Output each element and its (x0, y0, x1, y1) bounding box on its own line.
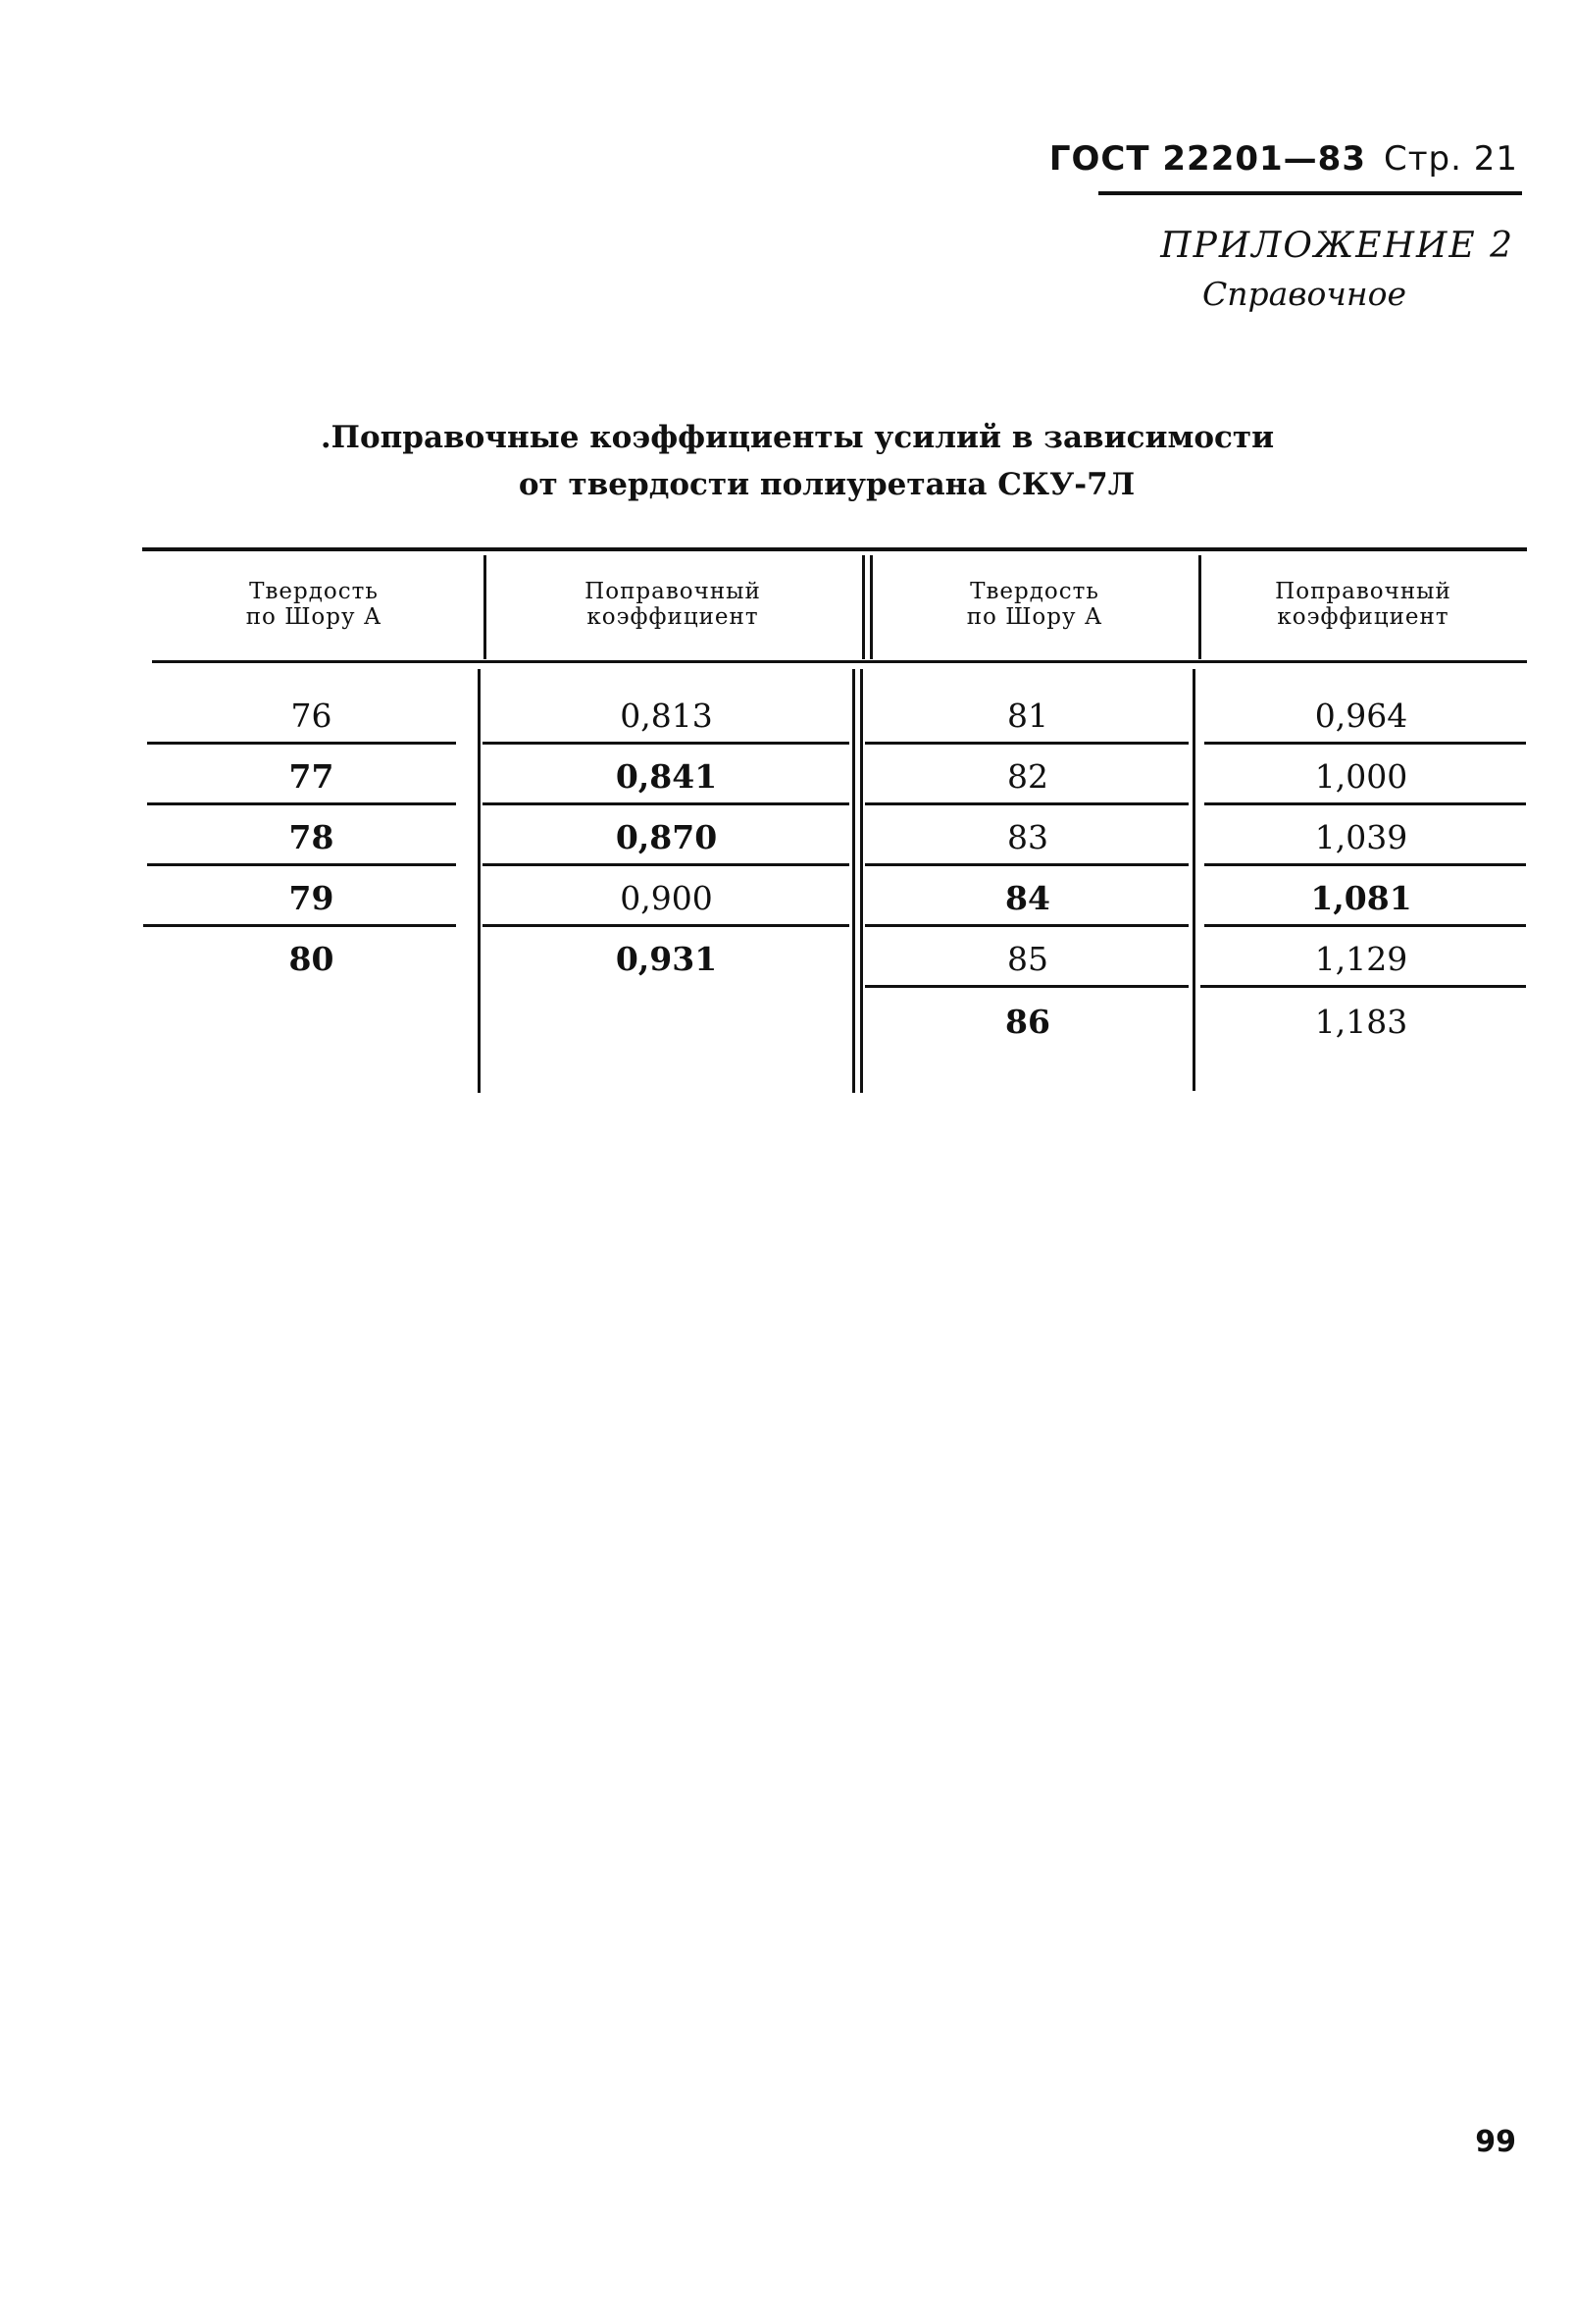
header-coefficient (486, 579, 859, 630)
hardness-cell: 80 (288, 940, 334, 978)
coefficient-cell: 0,964 (1314, 697, 1408, 735)
coefficient-cell: 0,900 (620, 879, 713, 917)
header-hardness (147, 579, 481, 630)
body-divider (1193, 669, 1195, 1091)
header-hardness-line-2: по Шору А (245, 604, 382, 630)
appendix-title: ПРИЛОЖЕНИЕ 2 (1160, 226, 1514, 266)
table-title-line-2: от твердости полиуретана СКУ-7Л (518, 467, 1136, 502)
appendix-subtitle: Справочное (1202, 275, 1407, 313)
body-double-divider-b (860, 669, 863, 1093)
row-rule (483, 802, 849, 805)
row-rule (865, 742, 1189, 745)
coefficient-cell: 0,931 (615, 940, 718, 978)
row-rule (147, 742, 456, 745)
row-rule (483, 863, 849, 866)
row-rule (1200, 985, 1526, 988)
hardness-cell: 77 (288, 757, 334, 796)
body-divider (478, 669, 481, 1093)
hardness-cell: 84 (1005, 879, 1050, 917)
row-rule (865, 924, 1189, 927)
page-label: Стр. 21 (1383, 139, 1518, 179)
row-rule (1204, 802, 1526, 805)
row-rule (1204, 742, 1526, 745)
header-coefficient-line-2: коэффициент (1277, 604, 1449, 630)
coefficient-cell: 0,841 (615, 757, 718, 796)
hardness-cell: 86 (1005, 1003, 1050, 1041)
coefficient-cell: 0,870 (615, 818, 718, 856)
row-rule (483, 924, 849, 927)
page-number: 99 (1475, 2125, 1516, 2159)
hardness-cell: 82 (1007, 757, 1048, 796)
hardness-cell: 83 (1007, 818, 1048, 856)
coefficient-cell: 1,183 (1314, 1003, 1408, 1041)
row-rule (865, 802, 1189, 805)
row-rule (147, 802, 456, 805)
header-coefficient-line-2: коэффициент (586, 604, 759, 630)
table-top-rule (142, 547, 1527, 551)
hardness-cell: 81 (1007, 697, 1048, 735)
hardness-cell: 76 (290, 697, 332, 735)
standard-number: ГОСТ 22201—83 (1048, 139, 1366, 179)
coefficient-cell: 0,813 (620, 697, 713, 735)
body-double-divider-a (852, 669, 855, 1093)
coefficient-cell: 1,129 (1314, 940, 1408, 978)
row-rule (1204, 924, 1526, 927)
header-hardness-line-1: Твердость (970, 579, 1099, 604)
coefficient-cell: 1,000 (1314, 757, 1408, 796)
header-coefficient-line-1: Поправочный (584, 579, 761, 604)
row-rule (143, 924, 456, 927)
header-hardness (873, 579, 1196, 630)
hardness-cell: 79 (288, 879, 334, 917)
hardness-cell: 78 (288, 818, 334, 856)
header-hardness-line-1: Твердость (249, 579, 379, 604)
row-rule (147, 863, 456, 866)
header-hardness-line-2: по Шору А (966, 604, 1103, 630)
table-title-line-1: .Поправочные коэффициенты усилий в зависимости (320, 420, 1275, 455)
header-double-divider-a (862, 555, 865, 659)
row-rule (865, 863, 1189, 866)
header-coefficient-line-1: Поправочный (1275, 579, 1451, 604)
coefficient-cell: 1,081 (1310, 879, 1412, 917)
header-coefficient (1201, 579, 1525, 630)
row-rule (483, 742, 849, 745)
coefficient-cell: 1,039 (1314, 818, 1408, 856)
row-rule (865, 985, 1189, 988)
row-rule (1204, 863, 1526, 866)
header-bottom-rule (152, 660, 1527, 663)
hardness-cell: 85 (1007, 940, 1048, 978)
